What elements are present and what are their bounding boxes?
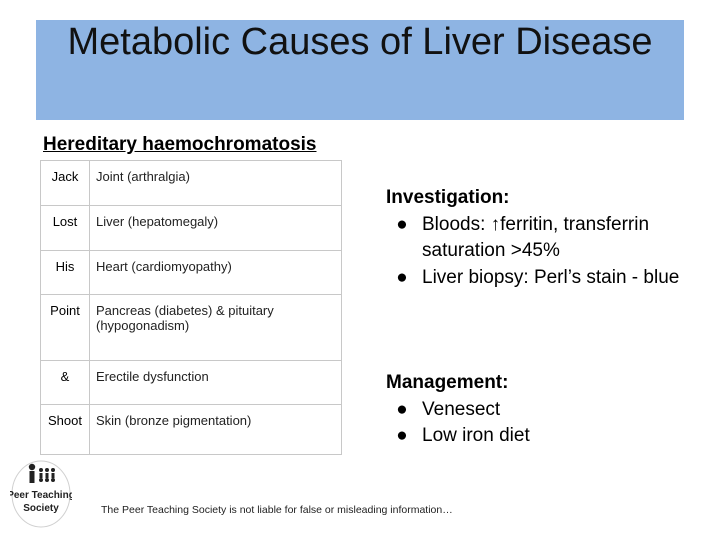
- management-block: [386, 370, 682, 450]
- mnemonic-table: [40, 160, 342, 455]
- management-heading: Management:: [386, 372, 509, 393]
- table-row: [41, 295, 342, 361]
- bullet-icon: ●: [396, 425, 408, 446]
- table-row: [41, 206, 342, 251]
- section-heading: Hereditary haemochromatosis: [43, 134, 317, 155]
- peer-teaching-society-logo: [10, 456, 72, 528]
- list-item: [386, 212, 682, 265]
- management-item: Low iron diet: [422, 425, 530, 446]
- mnemonic-key: &: [41, 361, 90, 405]
- list-item: [386, 423, 682, 450]
- management-item: Venesect: [422, 398, 501, 420]
- mnemonic-key: His: [41, 251, 90, 295]
- bullet-icon: ●: [396, 398, 408, 420]
- mnemonic-value: Skin (bronze pigmentation): [90, 405, 342, 455]
- disclaimer-text: The Peer Teaching Society is not liable for false or misleading information…: [101, 504, 453, 516]
- bullet-icon: ●: [396, 266, 408, 288]
- investigation-item: Bloods: ↑ferritin, transferrin saturation >45%: [422, 213, 650, 261]
- list-item: [386, 265, 682, 292]
- table-row: [41, 405, 342, 455]
- management-list: [386, 397, 682, 450]
- mnemonic-key: Jack: [41, 161, 90, 206]
- mnemonic-value: Pancreas (diabetes) & pituitary (hypogonadism): [90, 295, 342, 361]
- logo-line-2: Society: [23, 503, 59, 514]
- investigation-item: Liver biopsy: Perl’s stain - blue: [422, 266, 680, 288]
- mnemonic-value: Erectile dysfunction: [90, 361, 342, 405]
- mnemonic-value: Heart (cardiomyopathy): [90, 251, 342, 295]
- table-row: [41, 361, 342, 405]
- logo-icon: [10, 456, 72, 528]
- logo-line-1: Peer Teaching: [10, 490, 72, 501]
- investigation-list: [386, 212, 682, 292]
- list-item: [386, 397, 682, 424]
- mnemonic-value: Liver (hepatomegaly): [90, 206, 342, 251]
- table-row: [41, 251, 342, 295]
- mnemonic-value: Joint (arthralgia): [90, 161, 342, 206]
- table-row: [41, 161, 342, 206]
- mnemonic-key: Lost: [41, 206, 90, 251]
- bullet-icon: ●: [396, 213, 408, 235]
- mnemonic-key: Shoot: [41, 405, 90, 455]
- investigation-heading: Investigation:: [386, 187, 510, 208]
- slide-title: Metabolic Causes of Liver Disease: [67, 21, 653, 63]
- mnemonic-key: Point: [41, 295, 90, 361]
- investigation-block: [386, 185, 682, 291]
